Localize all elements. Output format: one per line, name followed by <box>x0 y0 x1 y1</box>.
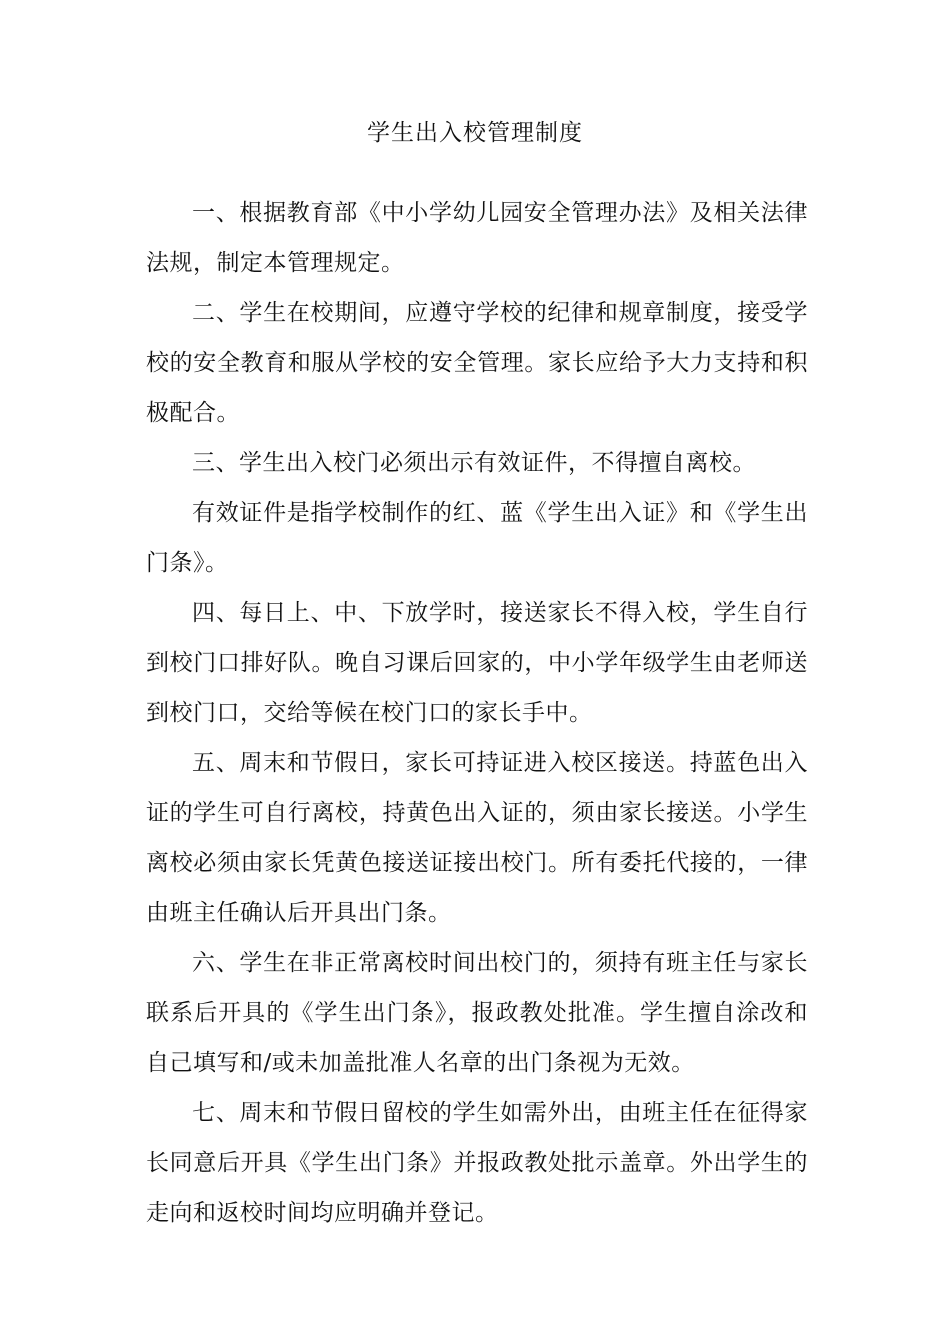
paragraph-4: 有效证件是指学校制作的红、蓝《学生出入证》和《学生出门条》。 <box>146 500 808 576</box>
paragraph-7: 六、学生在非正常离校时间出校门的，须持有班主任与家长联系后开具的《学生出门条》，报政教处批准。学生擅自涂改和自己填写和/或未加盖批准人名章的出门条视为无效。 <box>146 950 808 1076</box>
paragraph-3: 三、学生出入校门必须出示有效证件，不得擅自离校。 <box>192 450 756 476</box>
paragraph-2: 二、学生在校期间，应遵守学校的纪律和规章制度，接受学校的安全教育和服从学校的安全管理。家长应给予大力支持和积极配合。 <box>146 300 808 426</box>
paragraph-8: 七、周末和节假日留校的学生如需外出，由班主任在征得家长同意后开具《学生出门条》并报政教处批示盖章。外出学生的走向和返校时间均应明确并登记。 <box>146 1100 808 1226</box>
document-body <box>146 188 808 1238</box>
paragraph-1: 一、根据教育部《中小学幼儿园安全管理办法》及相关法律法规，制定本管理规定。 <box>146 200 808 276</box>
document-title: 学生出入校管理制度 <box>367 120 583 146</box>
paragraph-6: 五、周末和节假日，家长可持证进入校区接送。持蓝色出入证的学生可自行离校，持黄色出入证的，须由家长接送。小学生离校必须由家长凭黄色接送证接出校门。所有委托代接的，一律由班主任确认后开具出门条。 <box>146 750 808 926</box>
paragraph-5: 四、每日上、中、下放学时，接送家长不得入校，学生自行到校门口排好队。晚自习课后回家的，中小学年级学生由老师送到校门口，交给等候在校门口的家长手中。 <box>146 600 808 726</box>
